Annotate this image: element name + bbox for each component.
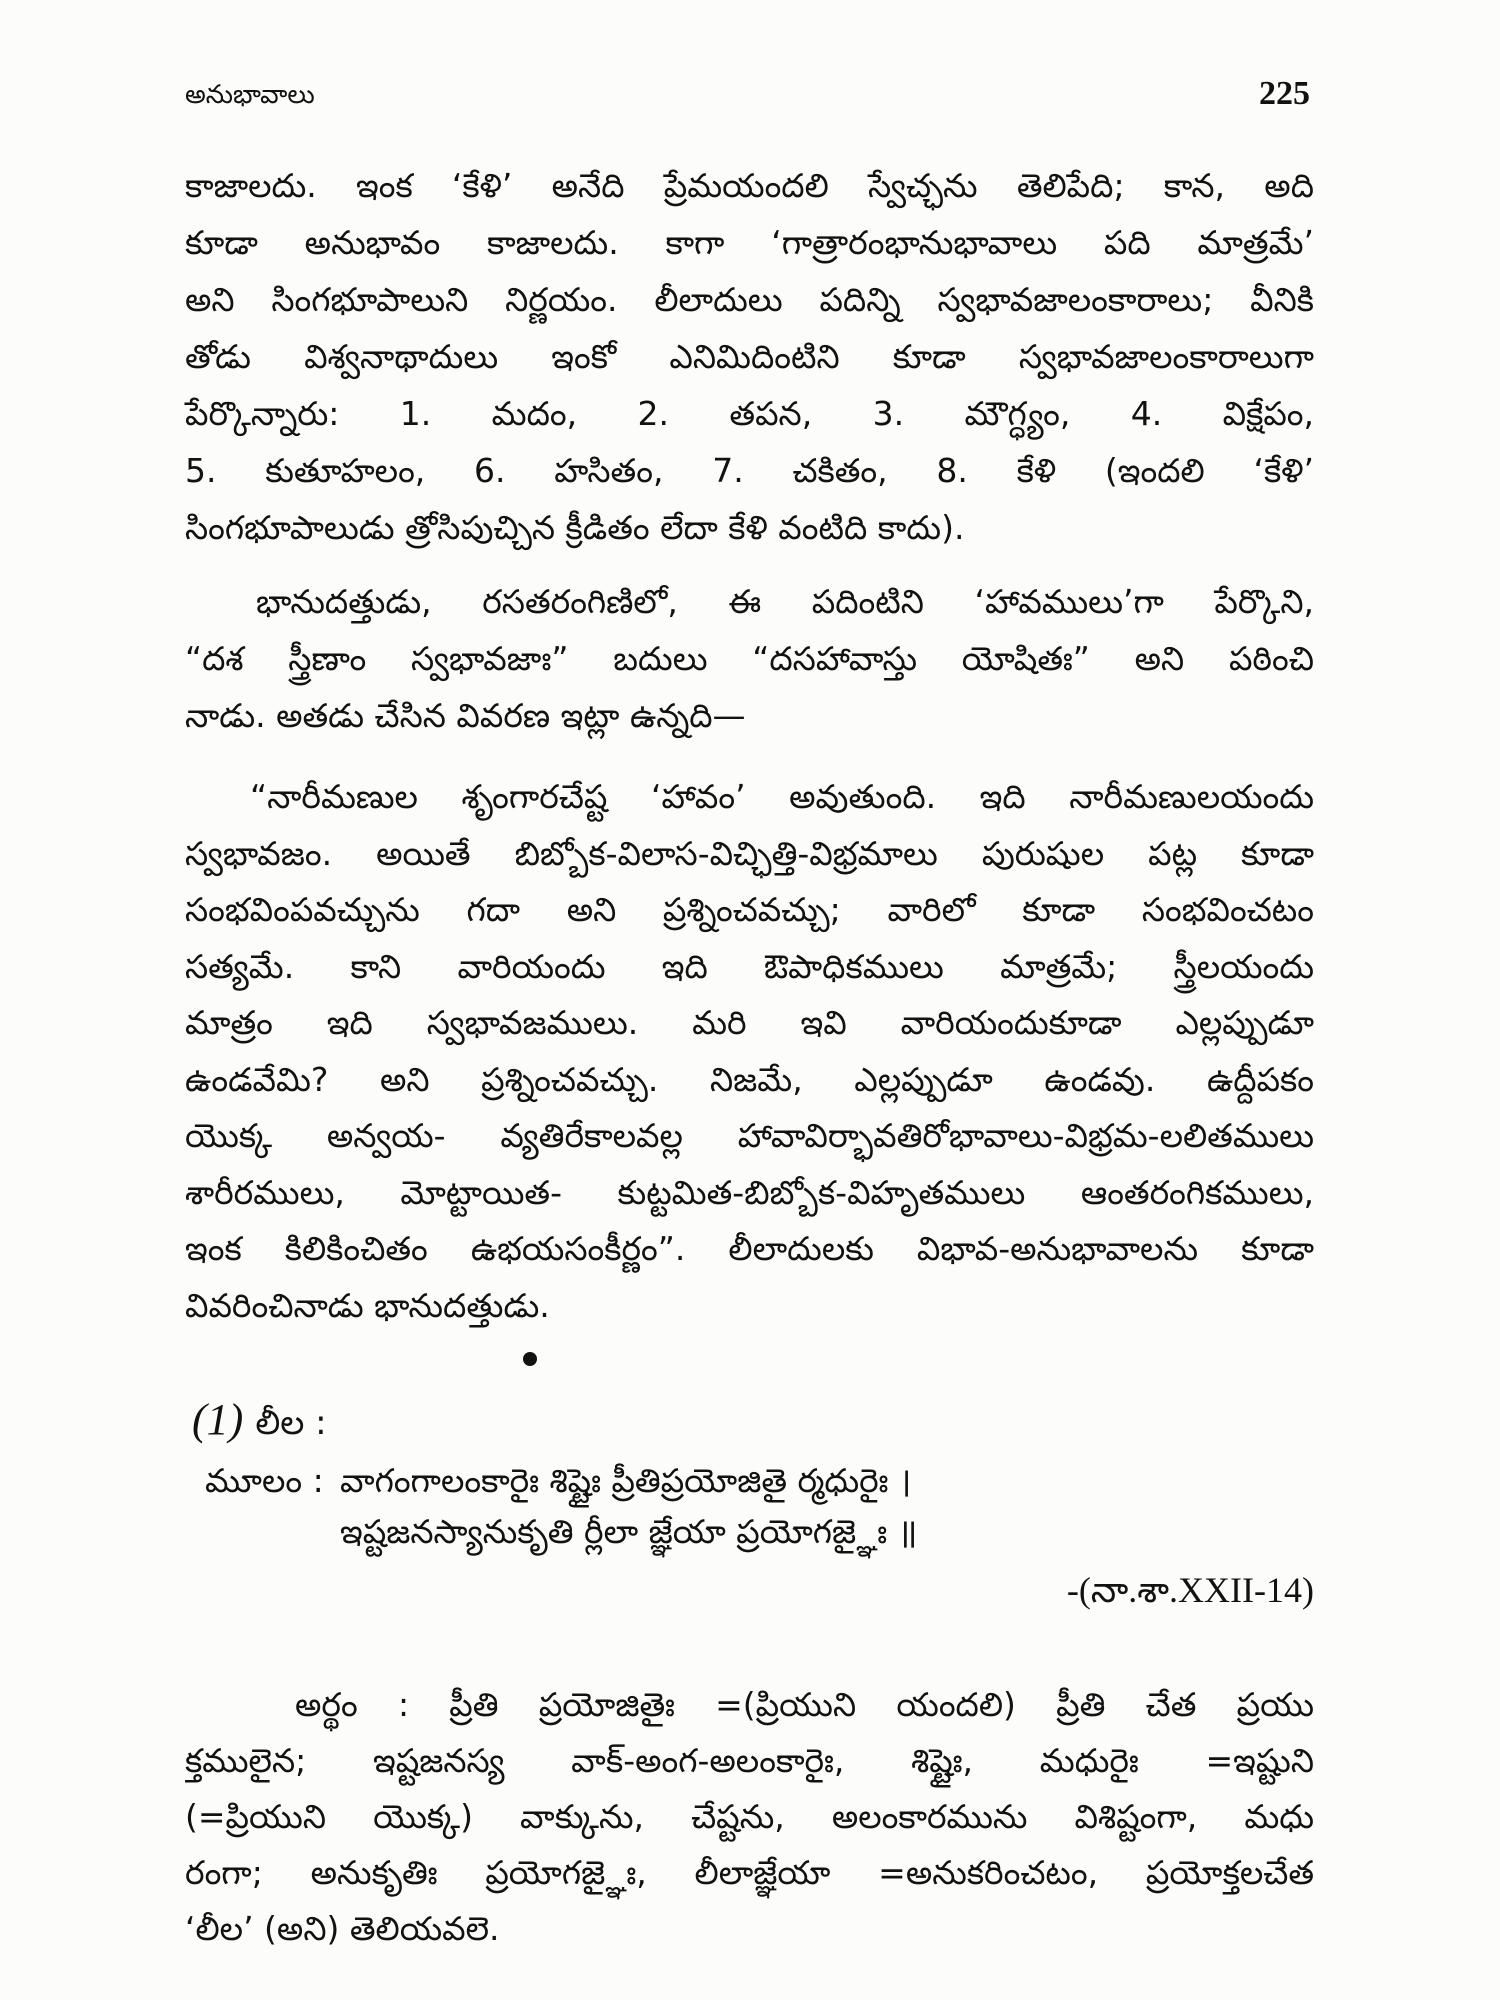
paragraph-line: కూడా అనుభావం కాజాలదు. కాగా ‘గాత్రారంభానుభావాలు పది మాత్రమే’ xyxy=(185,223,1314,262)
page-number: 225 xyxy=(1259,75,1310,112)
section-number: (1) xyxy=(192,1395,244,1444)
paragraph-line: 5. కుతూహలం, 6. హసితం, 7. చకితం, 8. కేళి (ఇందలి ‘కేళి’ xyxy=(185,451,1314,490)
paragraph-line: “నారీమణుల శృంగారచేష్ట ‘హావం’ అవుతుంది. ఇది నారీమణులయందు xyxy=(250,777,1314,816)
verse-line: వాగంగాలంకారైః శిష్టైః ప్రీతిప్రయోజితై ర్మధురైః । xyxy=(340,1461,912,1500)
paragraph-line: స్వభావజం. అయితే బిబ్బోక-విలాస-విచ్ఛిత్తి-విభ్రమాలు పురుషుల పట్ల కూడా xyxy=(185,833,1314,873)
paragraph-line: మాత్రం ఇది స్వభావజములు. మరి ఇవి వారియందుకూడా ఎల్లప్పుడూ xyxy=(185,1003,1314,1042)
section-heading xyxy=(192,1394,327,1446)
section-title: లీల : xyxy=(255,1403,327,1443)
verse-reference: -(నా.శా.XXII-14) xyxy=(1066,1570,1314,1610)
verse-line: ఇష్టజనస్యానుకృతి ర్లీలా జ్ఞేయా ప్రయోగజ్ఞైః ॥ xyxy=(340,1512,918,1551)
meaning-line: (=ప్రియుని యొక్క) వాక్కును, చేష్టను, అలంకారమును విశిష్టంగా, మధు xyxy=(185,1797,1314,1836)
meaning-line: క్తములైన; ఇష్టజనస్య వాక్-అంగ-అలంకారైః, శిష్టైః, మధురైః =ఇష్టుని xyxy=(185,1741,1314,1780)
paragraph-line: సత్యమే. కాని వారియందు ఇది ఔపాధికములు మాత్రమే; స్త్రీలయందు xyxy=(185,946,1314,986)
meaning-line: అర్థం : ప్రీతి ప్రయోజితైః =(ప్రియుని యందలి) ప్రీతి చేత ప్రయు xyxy=(295,1685,1314,1724)
meaning-line: రంగా; అనుకృతిః ప్రయోగజ్ఞైః, లీలాజ్ఞేయా =అనుకరించటం, ప్రయోక్తలచేత xyxy=(185,1853,1314,1892)
running-title: అనుభావాలు xyxy=(185,80,315,110)
verse-source-label: మూలం : xyxy=(205,1461,324,1500)
paragraph-line: భానుదత్తుడు, రసతరంగిణిలో, ఈ పదింటిని ‘హావములు’గా పేర్కొని, xyxy=(256,582,1314,621)
paragraph-line: సంభవింపవచ్చును గదా అని ప్రశ్నించవచ్చు; వారిలో కూడా సంభవించటం xyxy=(185,890,1314,929)
paragraph-3-quotation xyxy=(185,769,1315,1334)
meaning-line: ‘లీల’ (అని) తెలియవలె. xyxy=(185,1909,500,1948)
paragraph-line: అని సింగభూపాలుని నిర్ణయం. లీలాదులు పదిన్ని స్వభావజాలంకారాలు; వీనికి xyxy=(185,280,1314,319)
paragraph-1 xyxy=(185,157,1315,556)
paragraph-line: తోడు విశ్వనాథాదులు ఇంకో ఎనిమిదింటిని కూడా స్వభావజాలంకారాలుగా xyxy=(185,337,1314,376)
paragraph-line: కాజాలదు. ఇంక ‘కేళి’ అనేది ప్రేమయందలి స్వేచ్ఛను తెలిపేది; కాన, అది xyxy=(185,166,1314,205)
paragraph-line: పేర్కొన్నారు: 1. మదం, 2. తపన, 3. మౌగ్ధ్యం, 4. విక్షేపం, xyxy=(185,394,1314,433)
paragraph-line: వివరించినాడు భానుదత్తుడు. xyxy=(185,1285,550,1325)
paragraph-line: ఉండవేమి? అని ప్రశ్నించవచ్చు. నిజమే, ఎల్లప్పుడూ ఉండవు. ఉద్దీపకం xyxy=(185,1059,1314,1099)
paragraph-line: సింగభూపాలుడు త్రోసిపుచ్చిన క్రీడితం లేదా కేళి వంటిది కాదు). xyxy=(185,508,965,547)
paragraph-line: యొక్క అన్వయ- వ్యతిరేకాలవల్ల హావావిర్భావతిరోభావాలు-విభ్రమ-లలితములు xyxy=(185,1116,1314,1155)
paragraph-2 xyxy=(185,573,1315,744)
paragraph-line: “దశ స్త్రీణాం స్వభావజాః” బదులు “దసహావాస్తు యోషితః” అని పఠించి xyxy=(185,639,1314,678)
section-separator-dot xyxy=(523,1352,537,1366)
paragraph-line: ఇంక కిలికించితం ఉభయసంకీర్ణం”. లీలాదులకు విభావ-అనుభావాలను కూడా xyxy=(185,1229,1314,1268)
paragraph-line: శారీరములు, మోట్టాయిత- కుట్టమిత-బిబ్బోక-విహృతములు ఆంతరంగికములు, xyxy=(185,1172,1314,1212)
meaning-paragraph xyxy=(185,1677,1315,1957)
paragraph-line: నాడు. అతడు చేసిన వివరణ ఇట్లా ఉన్నది— xyxy=(185,696,746,735)
